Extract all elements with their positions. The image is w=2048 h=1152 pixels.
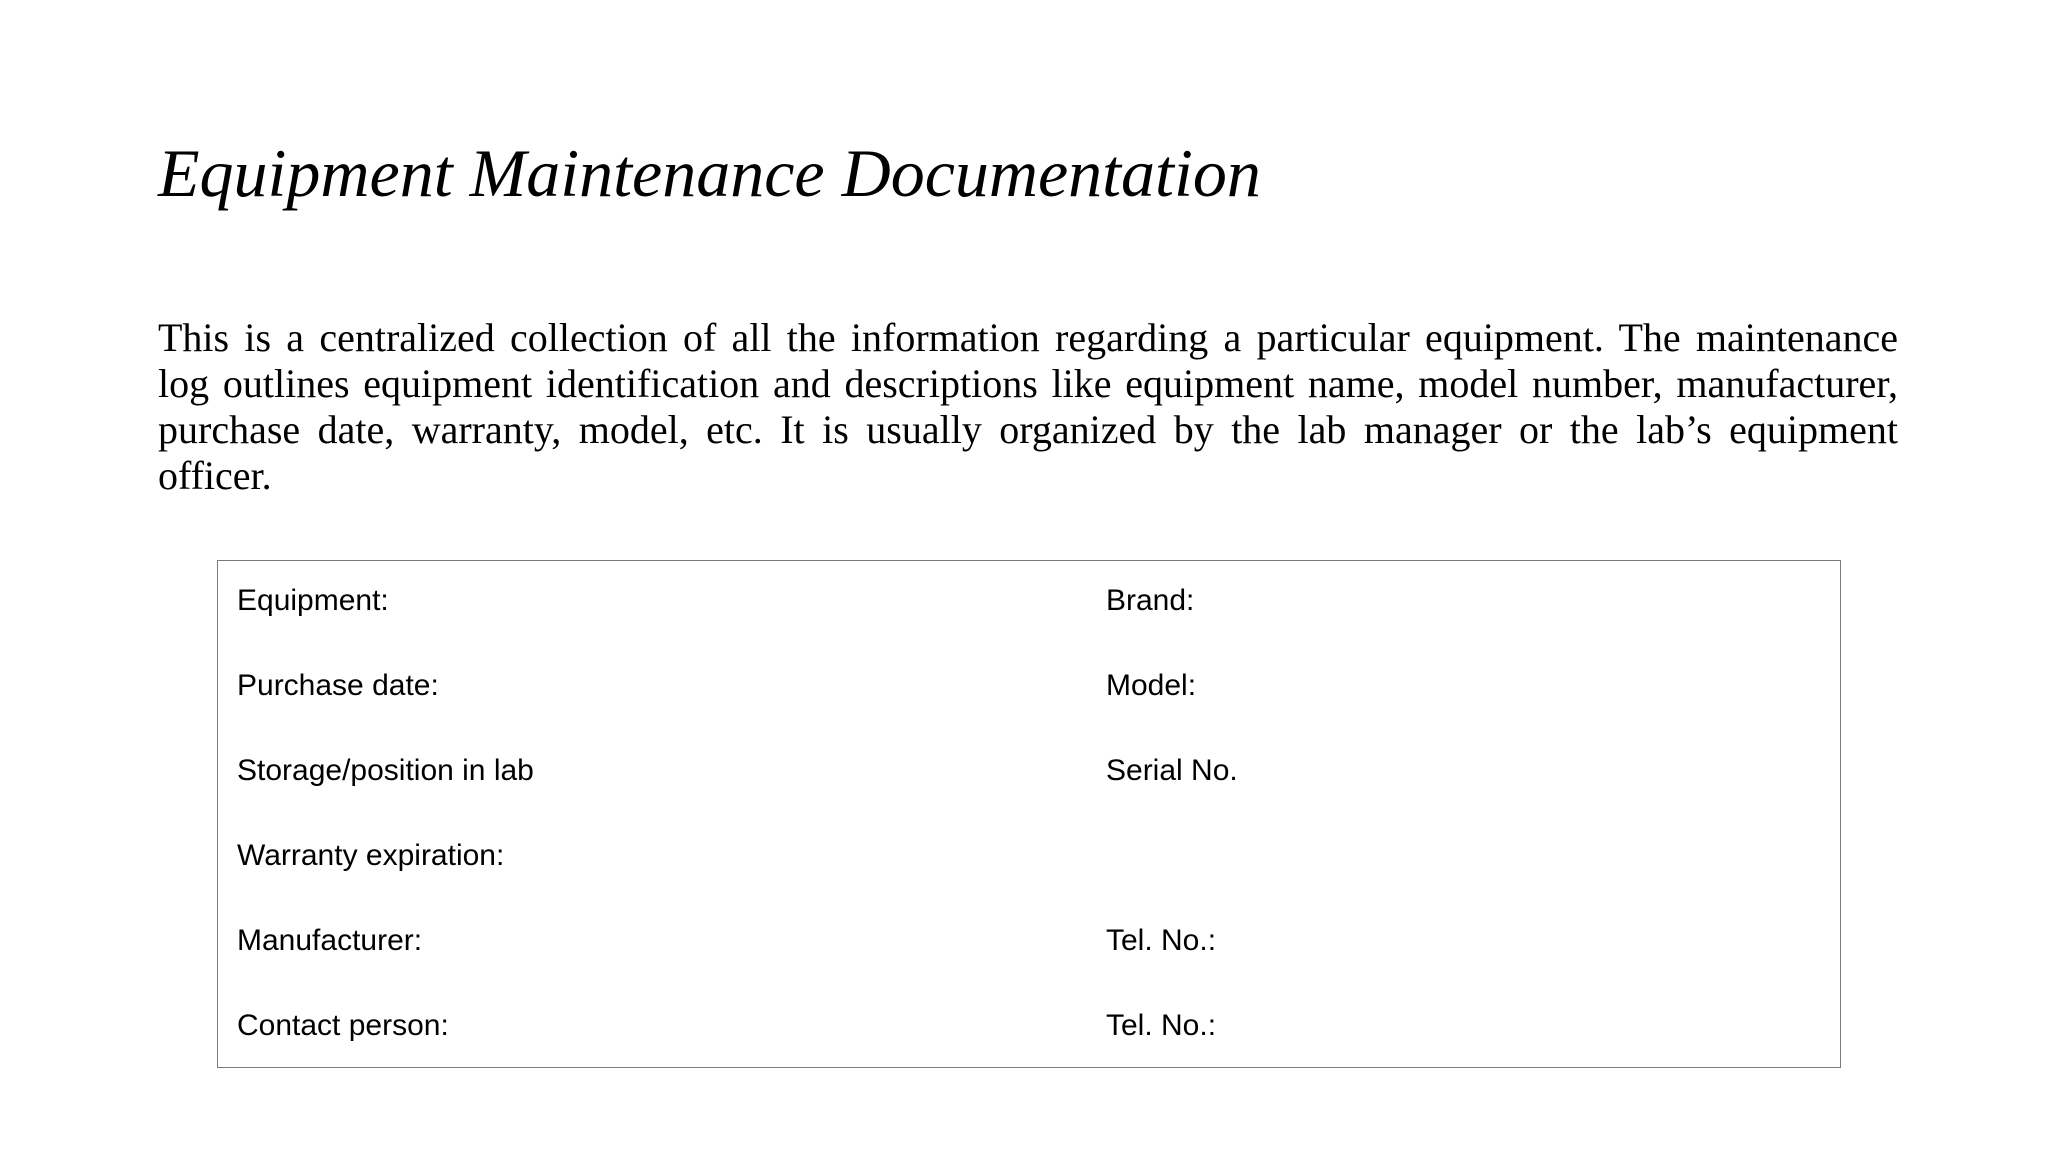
form-row-contact (237, 1006, 1817, 1046)
form-row-equipment (237, 581, 1817, 621)
model-label: Model: (1106, 669, 1197, 702)
manufacturer-tel-label: Tel. No.: (1106, 924, 1217, 957)
form-row-manufacturer (237, 921, 1817, 961)
equipment-label: Equipment: (237, 584, 389, 617)
form-row-storage (237, 751, 1817, 791)
purchase-date-label: Purchase date: (237, 669, 439, 702)
serial-no-label: Serial No. (1106, 754, 1238, 787)
intro-paragraph: This is a centralized collection of all the information regarding a particular equipment. The maintenance log outlines equipment identification and descriptions like equipment name, model number, manufacturer, purchase date, warranty, model, etc. It is usually organized by the lab manager or the lab’s equipment officer. (158, 315, 1898, 498)
form-row-purchase-date (237, 666, 1817, 706)
form-row-warranty (237, 836, 1817, 876)
storage-position-label: Storage/position in lab (237, 754, 534, 787)
manufacturer-label: Manufacturer: (237, 924, 423, 957)
contact-tel-label: Tel. No.: (1106, 1009, 1217, 1042)
brand-label: Brand: (1106, 584, 1195, 617)
contact-person-label: Contact person: (237, 1009, 449, 1042)
equipment-info-form (217, 560, 1841, 1068)
warranty-expiration-label: Warranty expiration: (237, 839, 505, 872)
document-title: Equipment Maintenance Documentation (158, 135, 1261, 211)
